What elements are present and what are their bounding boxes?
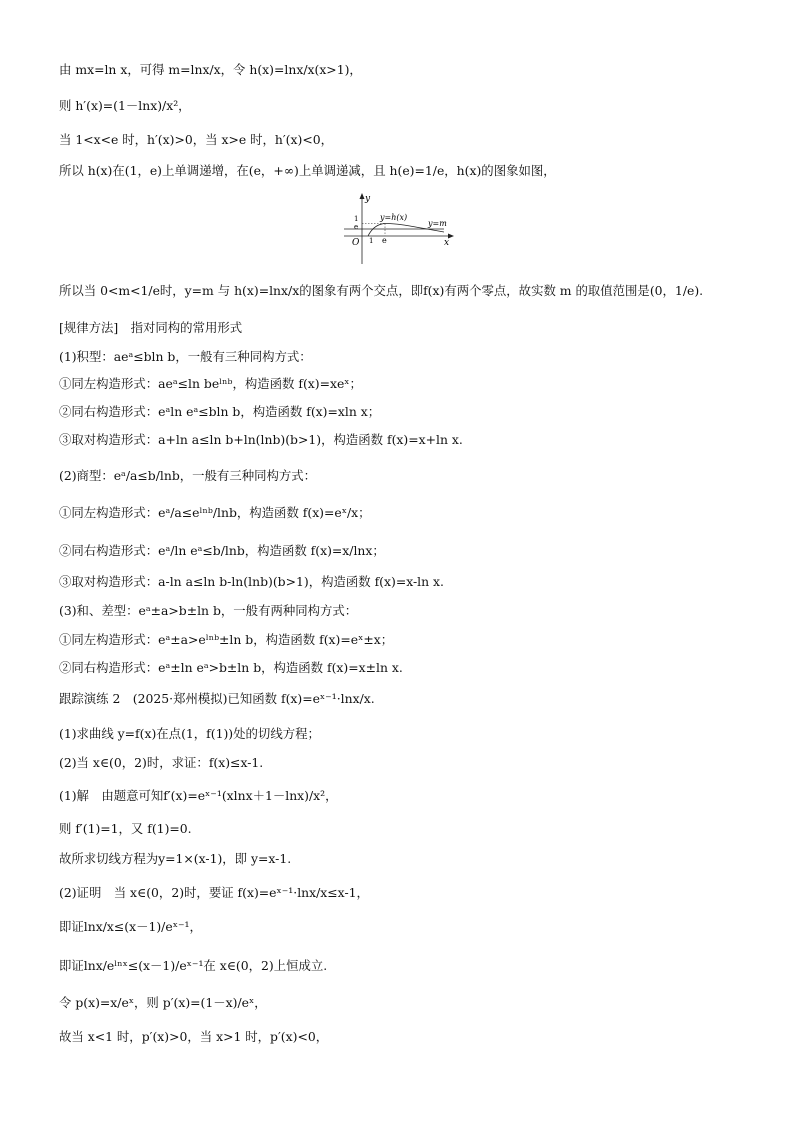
graph-tick-y-den: e	[354, 223, 359, 231]
text-line-3: 当 1<x<e 时，h′(x)>0，当 x>e 时，h′(x)<0，	[59, 132, 333, 147]
graph-y-arrow	[360, 193, 365, 199]
text-line-11: (2)商型：eᵃ/a≤b/lnb，一般有三种同构方式：	[59, 468, 317, 483]
text-line-12: ①同左构造形式：eᵃ/a≤eˡⁿᵇ/lnb，构造函数 f(x)=eˣ/x；	[59, 505, 371, 520]
text-line-24: (2)证明 当 x∈(0，2)时，要证 f(x)=eˣ⁻¹·lnx/x≤x-1，	[59, 885, 369, 900]
text-line-21: (1)解 由题意可知f′(x)=eˣ⁻¹(xlnx＋1－lnx)/x²，	[59, 788, 338, 803]
text-line-15: (3)和、差型：eᵃ±a>b±ln b，一般有两种同构方式：	[59, 603, 358, 618]
text-line-19: (1)求曲线 y=f(x)在点(1，f(1))处的切线方程；	[59, 726, 320, 741]
text-line-4: 所以 h(x)在(1，e)上单调递增，在(e，+∞)上单调递减，且 h(e)=1/e，h(x)的图象如图，	[59, 163, 556, 178]
text-line-26: 即证lnx/eˡⁿˣ≤(x－1)/eˣ⁻¹在 x∈(0，2)上恒成立.	[59, 958, 328, 973]
text-line-23: 故所求切线方程为y=1×(x-1)，即 y=x-1.	[59, 851, 292, 866]
text-line-20: (2)当 x∈(0，2)时，求证：f(x)≤x-1.	[59, 755, 264, 770]
text-line-14: ③取对构造形式：a-ln a≤ln b-ln(lnb)(b>1)，构造函数 f(x)=x-ln x.	[59, 574, 444, 589]
text-line-28: 故当 x<1 时，p′(x)>0，当 x>1 时，p′(x)<0，	[59, 1029, 329, 1044]
graph-label-curve: y=h(x)	[380, 213, 408, 222]
text-line-7: (1)积型：aeᵃ≤bln b，一般有三种同构方式：	[59, 349, 312, 364]
graph-label-origin: O	[352, 238, 360, 248]
graph-tick-y-num: 1	[354, 215, 359, 223]
graph-label-line: y=m	[428, 219, 447, 228]
graph-tick-x-1: 1	[369, 237, 374, 245]
text-line-16: ①同左构造形式：eᵃ±a>eˡⁿᵇ±ln b，构造函数 f(x)=eˣ±x；	[59, 632, 394, 647]
text-line-6: [规律方法] 指对同构的常用形式	[59, 320, 243, 335]
text-line-9: ②同右构造形式：eᵃln eᵃ≤bln b，构造函数 f(x)=xln x；	[59, 404, 381, 419]
text-line-13: ②同右构造形式：eᵃ/ln eᵃ≤b/lnb，构造函数 f(x)=x/lnx；	[59, 543, 385, 558]
graph-tick-x-e: e	[382, 236, 387, 245]
text-line-27: 令 p(x)=x/eˣ，则 p′(x)=(1－x)/eˣ，	[59, 995, 267, 1010]
text-line-25: 即证lnx/x≤(x－1)/eˣ⁻¹，	[59, 919, 202, 934]
text-line-2: 则 h′(x)=(1－lnx)/x²，	[59, 98, 191, 113]
text-line-18: 跟踪演练 2 (2025·郑州模拟)已知函数 f(x)=eˣ⁻¹·lnx/x.	[59, 691, 375, 706]
text-line-22: 则 f′(1)=1，又 f(1)=0.	[59, 821, 192, 836]
graph-label-y: y	[365, 194, 371, 204]
text-line-17: ②同右构造形式：eᵃ±ln eᵃ>b±ln b，构造函数 f(x)=x±ln x.	[59, 660, 403, 675]
text-line-8: ①同左构造形式：aeᵃ≤ln beˡⁿᵇ，构造函数 f(x)=xeˣ；	[59, 376, 362, 391]
text-line-10: ③取对构造形式：a+ln a≤ln b+ln(lnb)(b>1)，构造函数 f(x)=x+ln x.	[59, 432, 463, 447]
text-line-1: 由 mx=ln x，可得 m=lnx/x，令 h(x)=lnx/x(x>1)，	[59, 62, 362, 77]
graph-label-x: x	[444, 238, 450, 248]
function-graph	[340, 190, 460, 264]
text-line-5: 所以当 0<m<1/e时，y=m 与 h(x)=lnx/x的图象有两个交点，即f(x)有两个零点，故实数 m 的取值范围是(0，1/e).	[59, 283, 704, 298]
